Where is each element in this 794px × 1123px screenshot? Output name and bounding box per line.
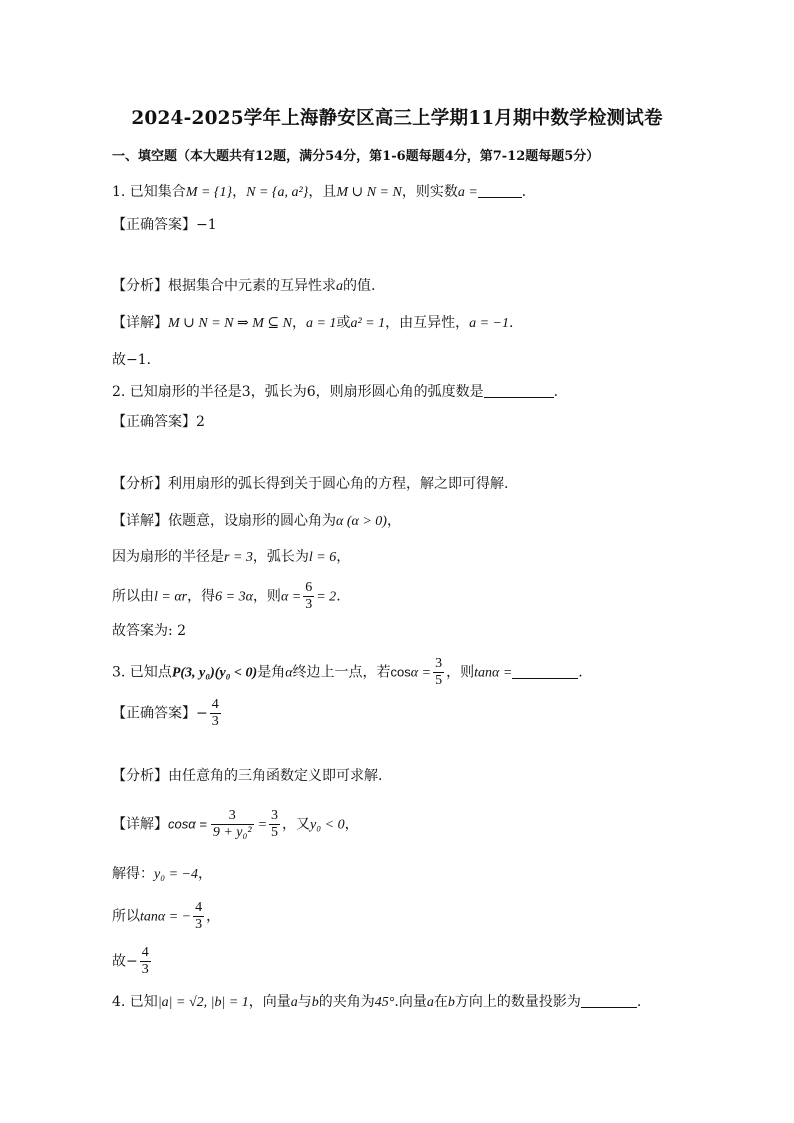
- fraction: $\frac{4}{3}$: [195, 900, 203, 932]
- fraction: $\frac{4}{3}$: [141, 945, 149, 977]
- question-2: 2. 已知扇形的半径是3，弧长为6，则扇形圆心角的弧度数是 .: [112, 384, 559, 400]
- q2-detail: 【详解】依题意，设扇形的圆心角为α (α > 0)，: [112, 513, 401, 529]
- answer-blank: [478, 183, 522, 198]
- fraction: $\frac{4}{3}$: [211, 697, 219, 729]
- q2-analysis: 【分析】利用扇形的弧长得到关于圆心角的方程，解之即可得解.: [112, 476, 509, 492]
- fraction: $\frac{3}{5}$: [435, 656, 443, 688]
- section-heading: 一、填空题（本大题共有12题，满分54分，第1-6题每题4分，第7-12题每题5分）: [112, 149, 600, 164]
- q3-solve: 解得：y₀ = −4，: [112, 866, 212, 882]
- q3-analysis: 【分析】由任意角的三角函数定义即可求解.: [112, 768, 383, 784]
- answer-blank: [512, 664, 578, 679]
- q2-conclusion: 故答案为: 2: [112, 623, 187, 639]
- answer-blank: [581, 993, 637, 1008]
- q3-answer: 【正确答案】− $\frac{4}{3}$: [112, 697, 219, 729]
- q3-detail: 【详解】cosα = $\frac{3}{\text{9 + y₀²}}$ = $\frac{3}{5}$ ，又y₀ < 0，: [112, 808, 359, 840]
- fraction: $\frac{6}{3}$: [305, 580, 313, 612]
- q2-detail-line3: 所以由l = αr，得6 = 3α，则α = $\frac{6}{3}$ = 2.: [112, 580, 341, 612]
- q1-answer: 【正确答案】−1: [112, 217, 217, 233]
- q2-answer: 【正确答案】2: [112, 414, 205, 430]
- answer-blank: [484, 383, 554, 398]
- q1-conclusion: 故−1．: [112, 352, 161, 368]
- page-title: 2024-2025学年上海静安区高三上学期11月期中数学检测试卷: [131, 108, 663, 129]
- fraction: $\frac{3}{5}$: [271, 808, 279, 840]
- question-4: 4. 已知|a| = √2, |b| = 1，向量a与b的夹角为45°.向量a在b方向上的数量投影为 .: [112, 994, 642, 1010]
- q1-analysis: 【分析】根据集合中元素的互异性求a的值.: [112, 278, 376, 294]
- q3-conclusion: 故− $\frac{4}{3}$: [112, 945, 149, 977]
- q2-detail-line2: 因为扇形的半径是r = 3，弧长为l = 6，: [112, 549, 351, 565]
- question-1: 1. 已知集合M = {1}，N = {a, a²}，且M ∪ N = N，则实数a = ．: [112, 184, 536, 200]
- q3-so: 所以tanα = − $\frac{4}{3}$ ，: [112, 900, 221, 932]
- question-3: 3. 已知点P(3, y₀)(y₀ < 0)是角α终边上一点，若cosα = $\frac{3}{5}$ ，则tanα = .: [112, 656, 583, 688]
- fraction: $\frac{3}{\text{9 + y₀²}}$: [212, 808, 252, 840]
- q1-detail: 【详解】M ∪ N = N ⇒ M ⊆ N，a = 1或a² = 1，由互异性，a = −1.: [112, 315, 514, 331]
